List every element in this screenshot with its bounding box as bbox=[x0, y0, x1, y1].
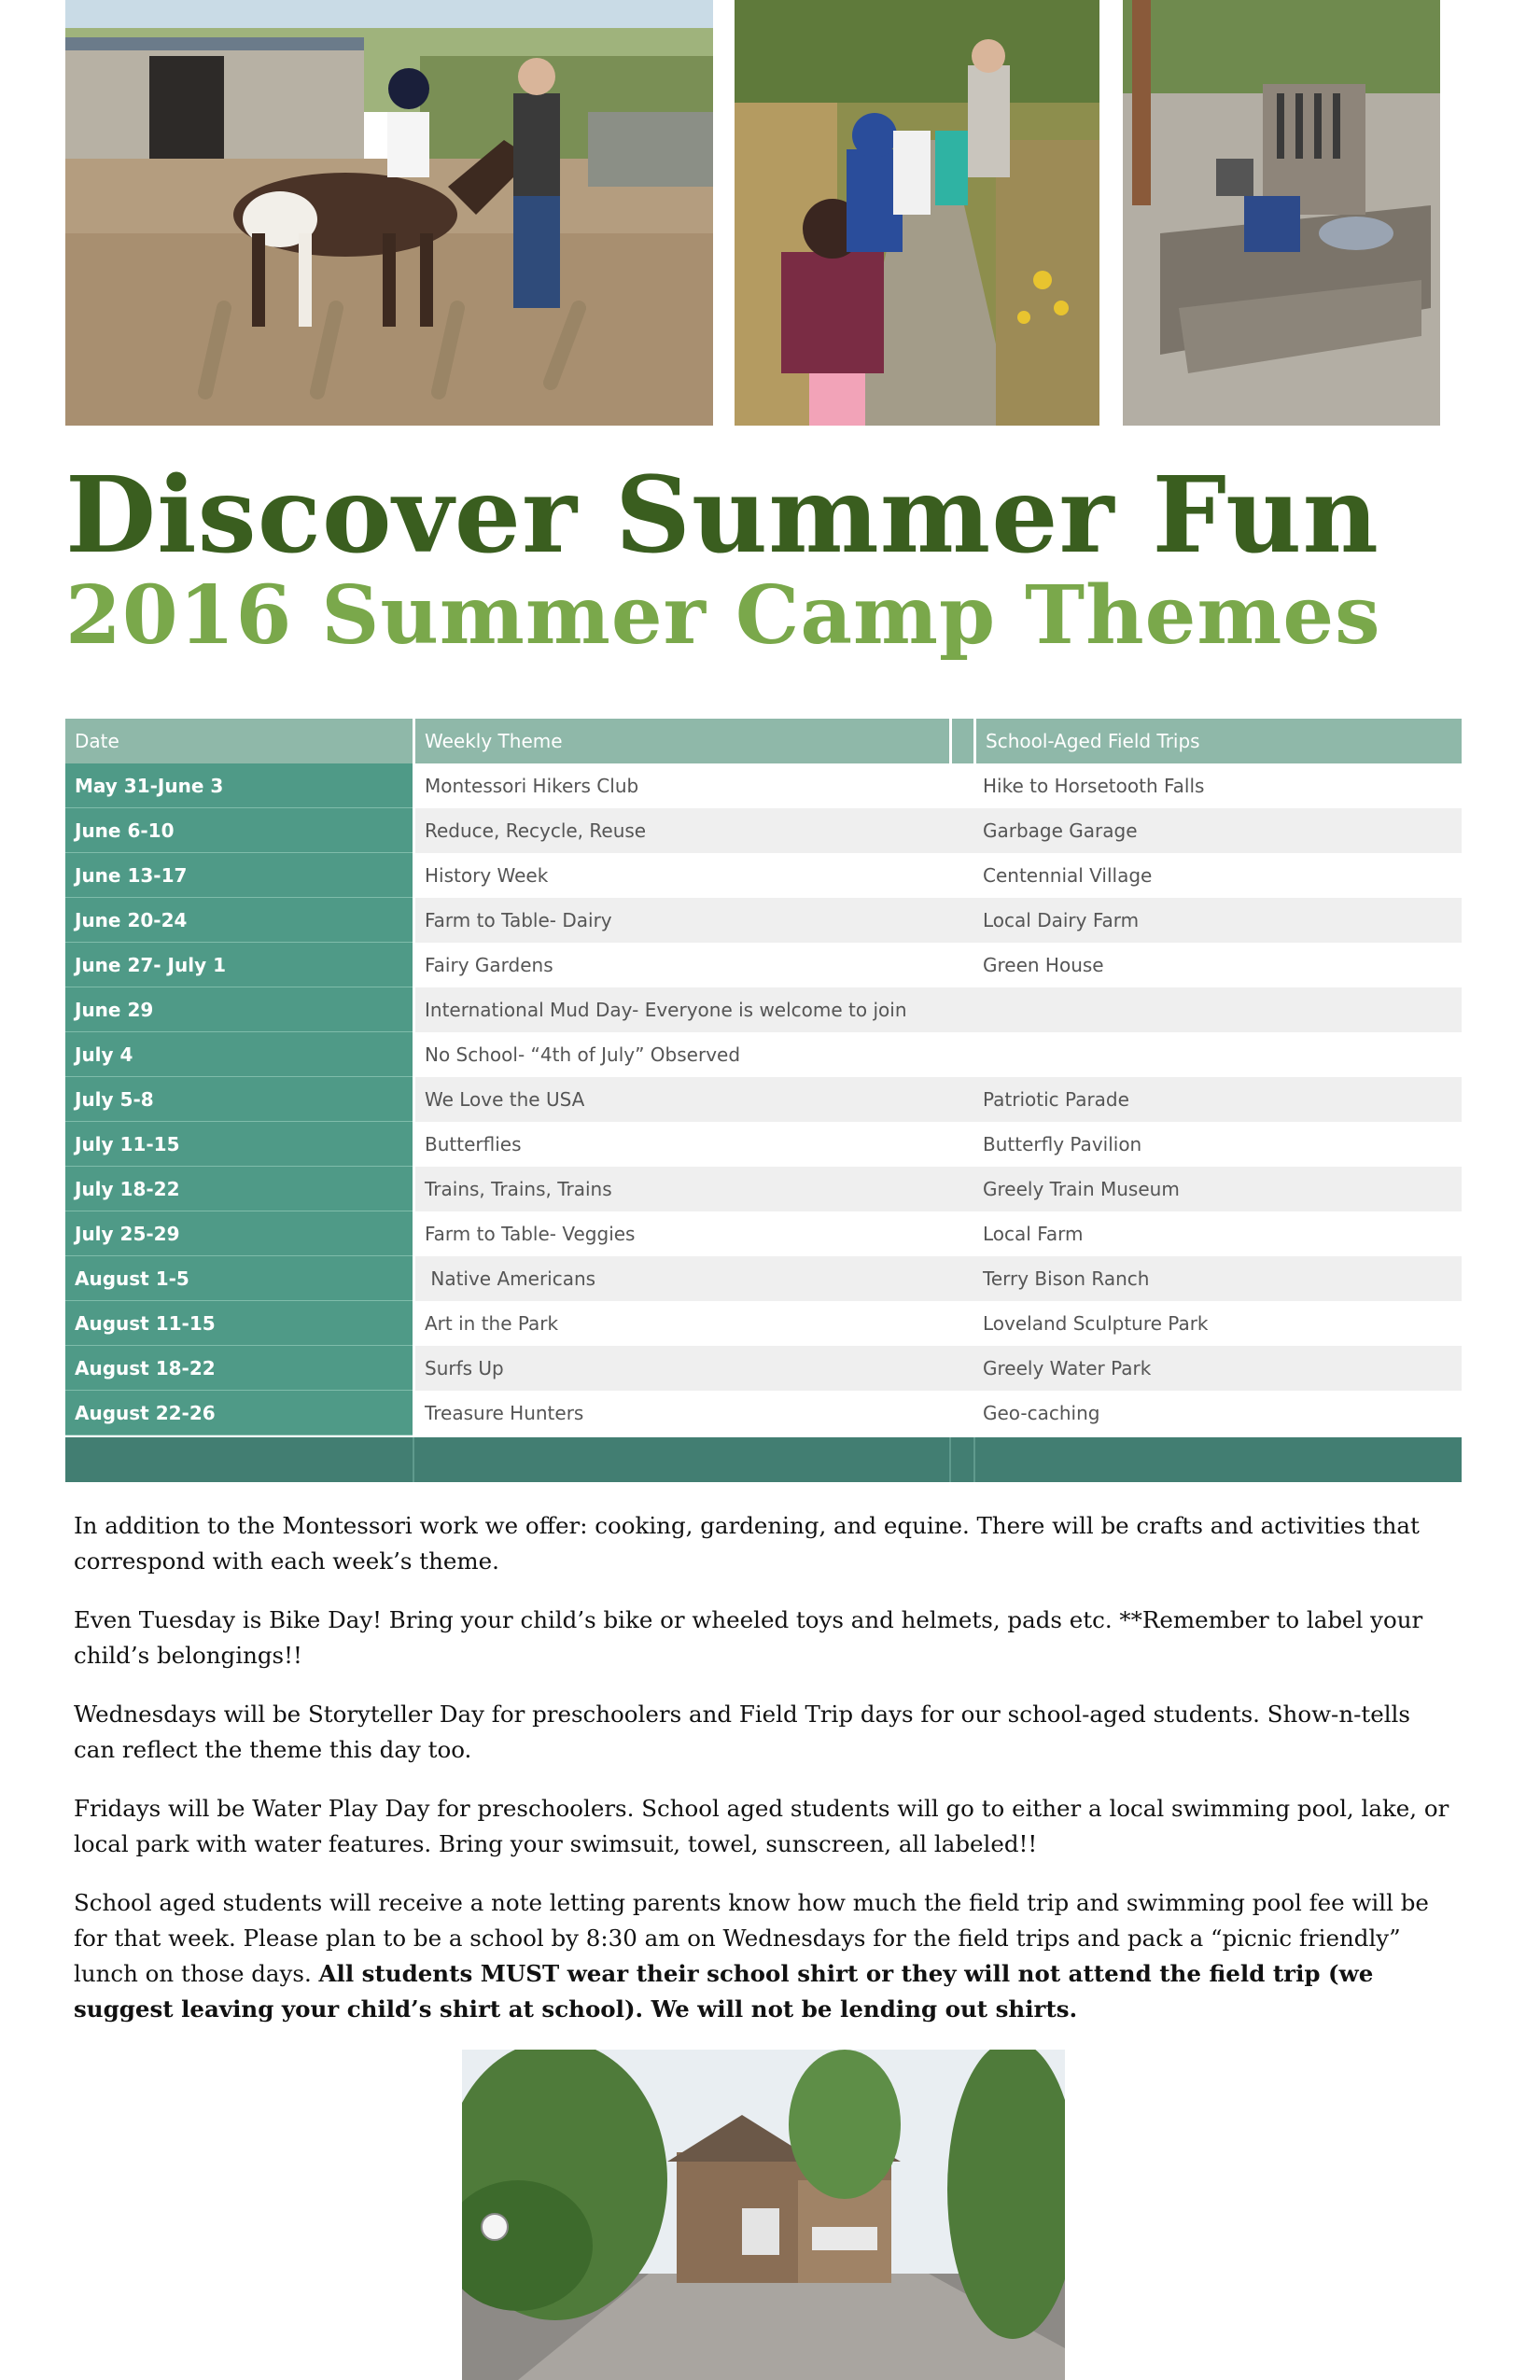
cell-trip: Hike to Horsetooth Falls bbox=[973, 763, 1462, 808]
cell-spacer bbox=[949, 898, 973, 943]
footer-cell bbox=[973, 1437, 1462, 1482]
cell-date: August 1-5 bbox=[65, 1256, 413, 1301]
paragraph-water-play-day: Fridays will be Water Play Day for preschoolers. School aged students will go to either a local swimming pool, lake, or local park with water features. Bring your swimsuit, towel, sunscreen, all labeled!! bbox=[74, 1795, 1449, 1857]
footer-cell bbox=[949, 1437, 973, 1482]
table-row bbox=[65, 1211, 1462, 1256]
page-subtitle: 2016 Summer Camp Themes bbox=[65, 568, 1381, 663]
cell-date: July 5-8 bbox=[65, 1077, 413, 1122]
photo-school-building bbox=[462, 2050, 1065, 2380]
cell-trip: Greely Water Park bbox=[973, 1346, 1462, 1391]
table-row bbox=[65, 763, 1462, 808]
cell-date: June 13-17 bbox=[65, 853, 413, 898]
cell-spacer bbox=[949, 763, 973, 808]
cell-spacer bbox=[949, 1301, 973, 1346]
footer-cell bbox=[413, 1437, 949, 1482]
table-row bbox=[65, 1077, 1462, 1122]
table-row bbox=[65, 808, 1462, 853]
table-row bbox=[65, 1122, 1462, 1167]
cell-date: June 27- July 1 bbox=[65, 943, 413, 987]
cell-trip: Butterfly Pavilion bbox=[973, 1122, 1462, 1167]
cell-date: June 29 bbox=[65, 987, 413, 1032]
cell-trip: Greely Train Museum bbox=[973, 1167, 1462, 1211]
cell-date: August 18-22 bbox=[65, 1346, 413, 1391]
cell-spacer bbox=[949, 853, 973, 898]
cell-theme: Native Americans bbox=[413, 1256, 949, 1301]
table-row bbox=[65, 1391, 1462, 1435]
table-body bbox=[65, 763, 1462, 1435]
cell-trip: Local Farm bbox=[973, 1211, 1462, 1256]
cell-date: August 22-26 bbox=[65, 1391, 413, 1435]
cell-theme: History Week bbox=[413, 853, 949, 898]
cell-spacer bbox=[949, 1391, 973, 1435]
table-row bbox=[65, 943, 1462, 987]
cell-theme: Treasure Hunters bbox=[413, 1391, 949, 1435]
cell-spacer bbox=[949, 1346, 973, 1391]
cell-theme: International Mud Day- Everyone is welcome to join bbox=[413, 987, 1462, 1032]
table-row bbox=[65, 898, 1462, 943]
cell-spacer bbox=[949, 1211, 973, 1256]
cell-theme: Surfs Up bbox=[413, 1346, 949, 1391]
cell-theme: Reduce, Recycle, Reuse bbox=[413, 808, 949, 853]
cell-spacer bbox=[949, 943, 973, 987]
camp-info-text bbox=[74, 1508, 1455, 2051]
cell-date: July 4 bbox=[65, 1032, 413, 1077]
cell-theme: No School- “4th of July” Observed bbox=[413, 1032, 1462, 1077]
table-row bbox=[65, 987, 1462, 1032]
cell-spacer bbox=[949, 1167, 973, 1211]
header-spacer bbox=[949, 719, 973, 763]
header-field-trips: School-Aged Field Trips bbox=[973, 719, 1462, 763]
cell-theme: We Love the USA bbox=[413, 1077, 949, 1122]
footer-cell bbox=[65, 1437, 413, 1482]
paragraph-field-trip-notes bbox=[74, 1885, 1455, 2027]
cell-date: June 6-10 bbox=[65, 808, 413, 853]
cell-trip: Terry Bison Ranch bbox=[973, 1256, 1462, 1301]
cell-date: July 18-22 bbox=[65, 1167, 413, 1211]
paragraph-bike-day: Even Tuesday is Bike Day! Bring your child’s bike or wheeled toys and helmets, pads etc. **Remember to label your child’s belongings!! bbox=[74, 1606, 1423, 1669]
cell-spacer bbox=[949, 1256, 973, 1301]
cell-theme: Art in the Park bbox=[413, 1301, 949, 1346]
cell-spacer bbox=[949, 808, 973, 853]
table-footer-row bbox=[65, 1437, 1462, 1482]
photo-pony-ride bbox=[65, 0, 713, 426]
paragraph-storyteller-day: Wednesdays will be Storyteller Day for preschoolers and Field Trip days for our school-aged students. Show-n-tells can reflect the theme this day too. bbox=[74, 1701, 1410, 1763]
cell-spacer bbox=[949, 1122, 973, 1167]
cell-date: July 25-29 bbox=[65, 1211, 413, 1256]
cell-theme: Farm to Table- Dairy bbox=[413, 898, 949, 943]
cell-trip: Patriotic Parade bbox=[973, 1077, 1462, 1122]
page-title: Discover Summer Fun bbox=[65, 455, 1379, 577]
cell-theme: Trains, Trains, Trains bbox=[413, 1167, 949, 1211]
table-row bbox=[65, 1256, 1462, 1301]
cell-trip: Geo-caching bbox=[973, 1391, 1462, 1435]
header-date: Date bbox=[65, 719, 413, 763]
table-header-row bbox=[65, 719, 1462, 763]
cell-date: May 31-June 3 bbox=[65, 763, 413, 808]
table-row bbox=[65, 853, 1462, 898]
cell-theme: Montessori Hikers Club bbox=[413, 763, 949, 808]
camp-schedule-table bbox=[65, 719, 1462, 1482]
cell-date: August 11-15 bbox=[65, 1301, 413, 1346]
cell-trip: Loveland Sculpture Park bbox=[973, 1301, 1462, 1346]
paragraph-activities: In addition to the Montessori work we offer: cooking, gardening, and equine. There will be crafts and activities that correspond with each week’s theme. bbox=[74, 1512, 1420, 1575]
table-row bbox=[65, 1167, 1462, 1211]
table-row bbox=[65, 1346, 1462, 1391]
header-weekly-theme: Weekly Theme bbox=[413, 719, 949, 763]
cell-spacer bbox=[949, 1077, 973, 1122]
cell-trip: Garbage Garage bbox=[973, 808, 1462, 853]
photo-mud-kitchen bbox=[1123, 0, 1440, 426]
table-row bbox=[65, 1032, 1462, 1077]
cell-date: June 20-24 bbox=[65, 898, 413, 943]
cell-theme: Farm to Table- Veggies bbox=[413, 1211, 949, 1256]
cell-trip: Centennial Village bbox=[973, 853, 1462, 898]
school-shirt-notice: All students MUST wear their school shirt or they will not attend the field trip (we suggest leaving your child’s shirt at school). We will not be lending out shirts. bbox=[74, 1960, 1374, 2023]
photo-nature-walk bbox=[735, 0, 1099, 426]
cell-date: July 11-15 bbox=[65, 1122, 413, 1167]
table-row bbox=[65, 1301, 1462, 1346]
cell-theme: Fairy Gardens bbox=[413, 943, 949, 987]
cell-theme: Butterflies bbox=[413, 1122, 949, 1167]
cell-trip: Green House bbox=[973, 943, 1462, 987]
cell-trip: Local Dairy Farm bbox=[973, 898, 1462, 943]
field-trip-notes-text: School aged students will receive a note letting parents know how much the field trip and swimming pool fee will be for that week. Please plan to be a school by 8:30 am on Wednesdays for the field trips and pack a “picnic friendly” lunch on those days. bbox=[74, 1889, 1429, 1987]
